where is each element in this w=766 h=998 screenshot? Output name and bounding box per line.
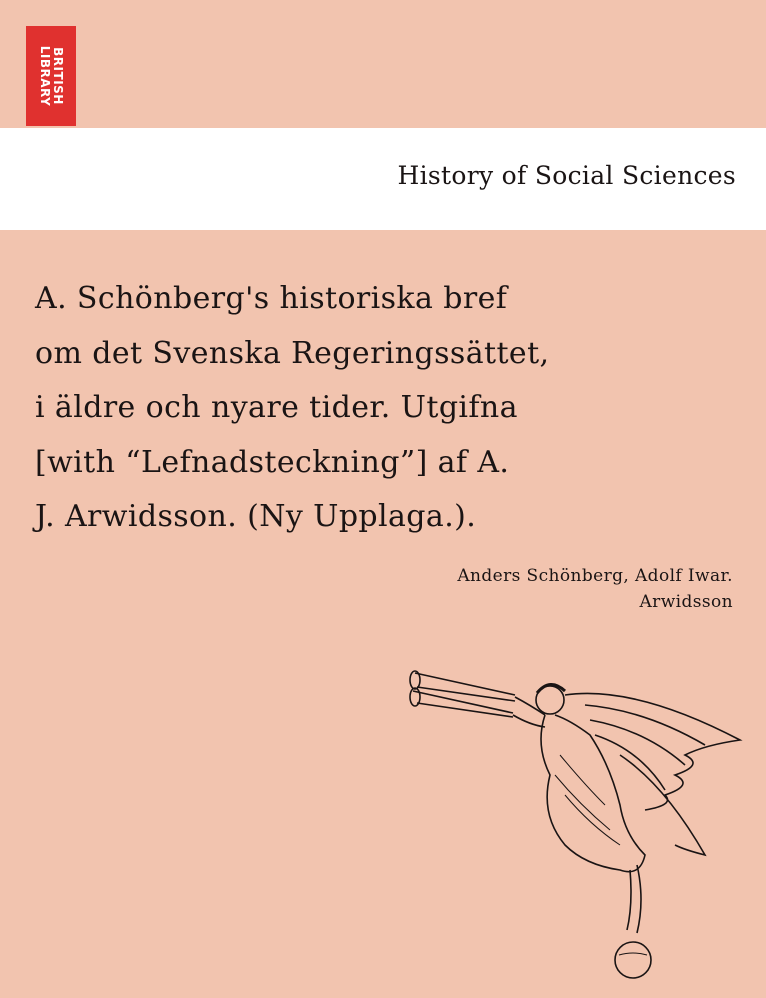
title-line: J. Arwidsson. (Ny Upplaga.). xyxy=(35,499,477,534)
british-library-logo xyxy=(26,26,76,126)
angel-trumpet-illustration xyxy=(405,655,745,995)
title-line: om det Svenska Regeringssättet, xyxy=(35,335,550,371)
author-line: Arwidsson xyxy=(639,592,733,612)
series-title: History of Social Sciences xyxy=(397,161,736,190)
authors xyxy=(457,563,733,615)
title-line: i äldre och nyare tider. Utgifna xyxy=(35,390,518,425)
title-line: A. Schönberg's historiska bref xyxy=(35,281,508,316)
series-band xyxy=(0,128,766,230)
logo-text-british: BRITISH xyxy=(51,47,65,105)
title-line: [with “Lefnadsteckning”] af A. xyxy=(35,444,510,480)
author-line: Anders Schönberg, Adolf Iwar. xyxy=(457,566,733,586)
logo-text-library: LIBRARY xyxy=(38,45,52,107)
book-title xyxy=(35,272,755,545)
